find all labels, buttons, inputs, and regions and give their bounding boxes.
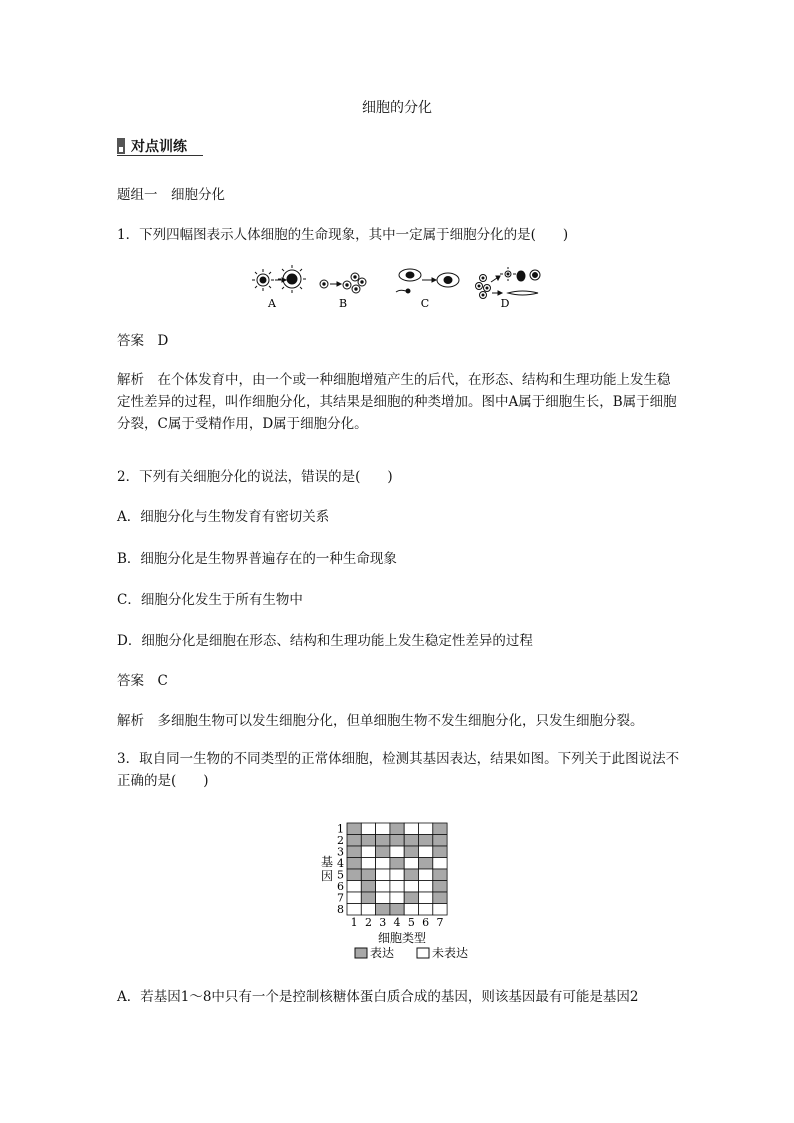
grid-cell <box>433 904 447 916</box>
figure-c-fertilization <box>396 269 459 293</box>
grid-row-label: 2 <box>337 834 344 847</box>
grid-row-label: 1 <box>337 822 344 836</box>
q2-option-c: C．细胞分化发生于所有生物中 <box>117 592 303 608</box>
q2-option-b: B．细胞分化是生物界普遍存在的一种生命现象 <box>117 551 397 567</box>
y-axis-label-char-2: 因 <box>320 869 334 883</box>
grid-cell <box>404 835 418 847</box>
grid-cell <box>376 823 390 835</box>
grid-cell <box>404 892 418 904</box>
figure-label-b: B <box>338 297 348 310</box>
grid-col-label: 2 <box>364 916 372 929</box>
grid-row-label: 8 <box>337 903 344 916</box>
group-heading: 题组一 细胞分化 <box>117 187 225 203</box>
grid-cell <box>390 904 404 916</box>
q3-stem: 3．取自同一生物的不同类型的正常体细胞，检测其基因表达，结果如图。下列关于此图说法不正确的是( ) <box>117 751 680 789</box>
grid-cell <box>361 858 375 870</box>
grid-cell <box>404 846 418 858</box>
grid-cell <box>376 892 390 904</box>
grid-cell <box>433 869 447 881</box>
grid-cell <box>361 823 375 835</box>
grid-cell <box>433 892 447 904</box>
grid-cell <box>419 846 433 858</box>
grid-col-label: 1 <box>350 916 358 929</box>
legend-not-expressed-swatch <box>417 948 429 958</box>
grid-cell <box>347 858 361 870</box>
grid-cell <box>376 835 390 847</box>
grid-cell <box>347 869 361 881</box>
grid-cell <box>390 858 404 870</box>
grid-cell <box>419 858 433 870</box>
figure-label-d: D <box>500 297 510 310</box>
section-header <box>117 136 203 156</box>
grid-cell <box>347 904 361 916</box>
grid-cell <box>404 858 418 870</box>
grid-cell <box>433 835 447 847</box>
legend-expressed-label: 表达 <box>370 946 395 960</box>
grid-row-label: 5 <box>337 868 344 882</box>
section-title: 对点训练 <box>131 139 187 155</box>
page-title: 细胞的分化 <box>362 100 432 116</box>
q1-explanation: 解析 在个体发育中，由一个或一种细胞增殖产生的后代，在形态、结构和生理功能上发生稳定性差异的过程，叫作细胞分化，其结果是细胞的种类增加。图中A属于细胞生长，B属于细胞分裂，C属于受精作用，D属于细胞分化。 <box>117 372 677 432</box>
grid-cell <box>347 881 361 893</box>
legend-not-expressed-label: 未表达 <box>432 946 469 960</box>
figure-a-cell-growth <box>252 265 306 293</box>
q3-expression-grid <box>315 818 485 964</box>
section-underline <box>117 155 203 156</box>
q2-option-d: D．细胞分化是细胞在形态、结构和生理功能上发生稳定性差异的过程 <box>117 633 533 649</box>
q1-figure <box>250 264 560 314</box>
grid-cell <box>433 846 447 858</box>
figure-d-cell-differentiation <box>476 267 541 299</box>
grid-col-label: 4 <box>393 916 401 929</box>
q2-option-a: A．细胞分化与生物发育有密切关系 <box>117 509 330 525</box>
grid-cell <box>347 846 361 858</box>
grid-cell <box>376 881 390 893</box>
figure-label-a: A <box>268 297 276 310</box>
grid-cell <box>419 823 433 835</box>
grid-col-label: 6 <box>422 916 430 929</box>
grid-cell <box>419 904 433 916</box>
grid-col-label: 5 <box>407 916 415 929</box>
grid-cell <box>419 881 433 893</box>
grid-cell <box>433 858 447 870</box>
grid-row-label: 4 <box>337 857 344 870</box>
grid-row-label: 7 <box>337 891 344 905</box>
grid-cell <box>419 869 433 881</box>
grid-row-label: 3 <box>337 845 344 859</box>
section-marker-icon <box>117 138 125 154</box>
grid-cell <box>390 823 404 835</box>
x-axis-label: 细胞类型 <box>377 931 427 945</box>
grid-cell <box>404 869 418 881</box>
q2-explanation: 解析 多细胞生物可以发生细胞分化，但单细胞生物不发生细胞分化，只发生细胞分裂。 <box>117 713 644 729</box>
grid-cell <box>433 823 447 835</box>
grid-cell <box>433 881 447 893</box>
grid-cell <box>347 823 361 835</box>
grid-cell <box>347 835 361 847</box>
figure-b-cell-division <box>320 273 366 293</box>
grid-cell <box>361 869 375 881</box>
grid-cell <box>390 892 404 904</box>
grid-cell <box>376 904 390 916</box>
grid-cell <box>361 904 375 916</box>
grid-cell <box>390 881 404 893</box>
grid-cell <box>390 846 404 858</box>
q1-stem: 1．下列四幅图表示人体细胞的生命现象，其中一定属于细胞分化的是( ) <box>117 227 569 243</box>
grid-col-label: 3 <box>379 916 387 929</box>
grid-cell <box>404 881 418 893</box>
grid-cell <box>390 869 404 881</box>
legend-expressed-swatch <box>355 948 367 958</box>
figure-label-c: C <box>420 297 430 310</box>
q2-answer: 答案 C <box>117 673 168 689</box>
q2-stem: 2．下列有关细胞分化的说法，错误的是( ) <box>117 469 393 485</box>
grid-cell <box>347 892 361 904</box>
grid-cell <box>376 869 390 881</box>
grid-cell <box>404 823 418 835</box>
grid-cell <box>361 881 375 893</box>
grid-cell <box>376 858 390 870</box>
y-axis-label-char-1: 基 <box>320 855 334 869</box>
grid-cell <box>390 835 404 847</box>
q1-answer: 答案 D <box>117 333 169 349</box>
grid-cell <box>361 892 375 904</box>
q3-option-a: A．若基因1～8中只有一个是控制核糖体蛋白质合成的基因，则该基因最有可能是基因2 <box>117 989 639 1005</box>
grid-cell <box>404 904 418 916</box>
grid-row-label: 6 <box>337 880 344 893</box>
grid-cell <box>419 892 433 904</box>
grid-cell <box>419 835 433 847</box>
grid-col-label: 7 <box>436 916 444 929</box>
grid-cell <box>376 846 390 858</box>
grid-cell <box>361 835 375 847</box>
grid-cell <box>361 846 375 858</box>
